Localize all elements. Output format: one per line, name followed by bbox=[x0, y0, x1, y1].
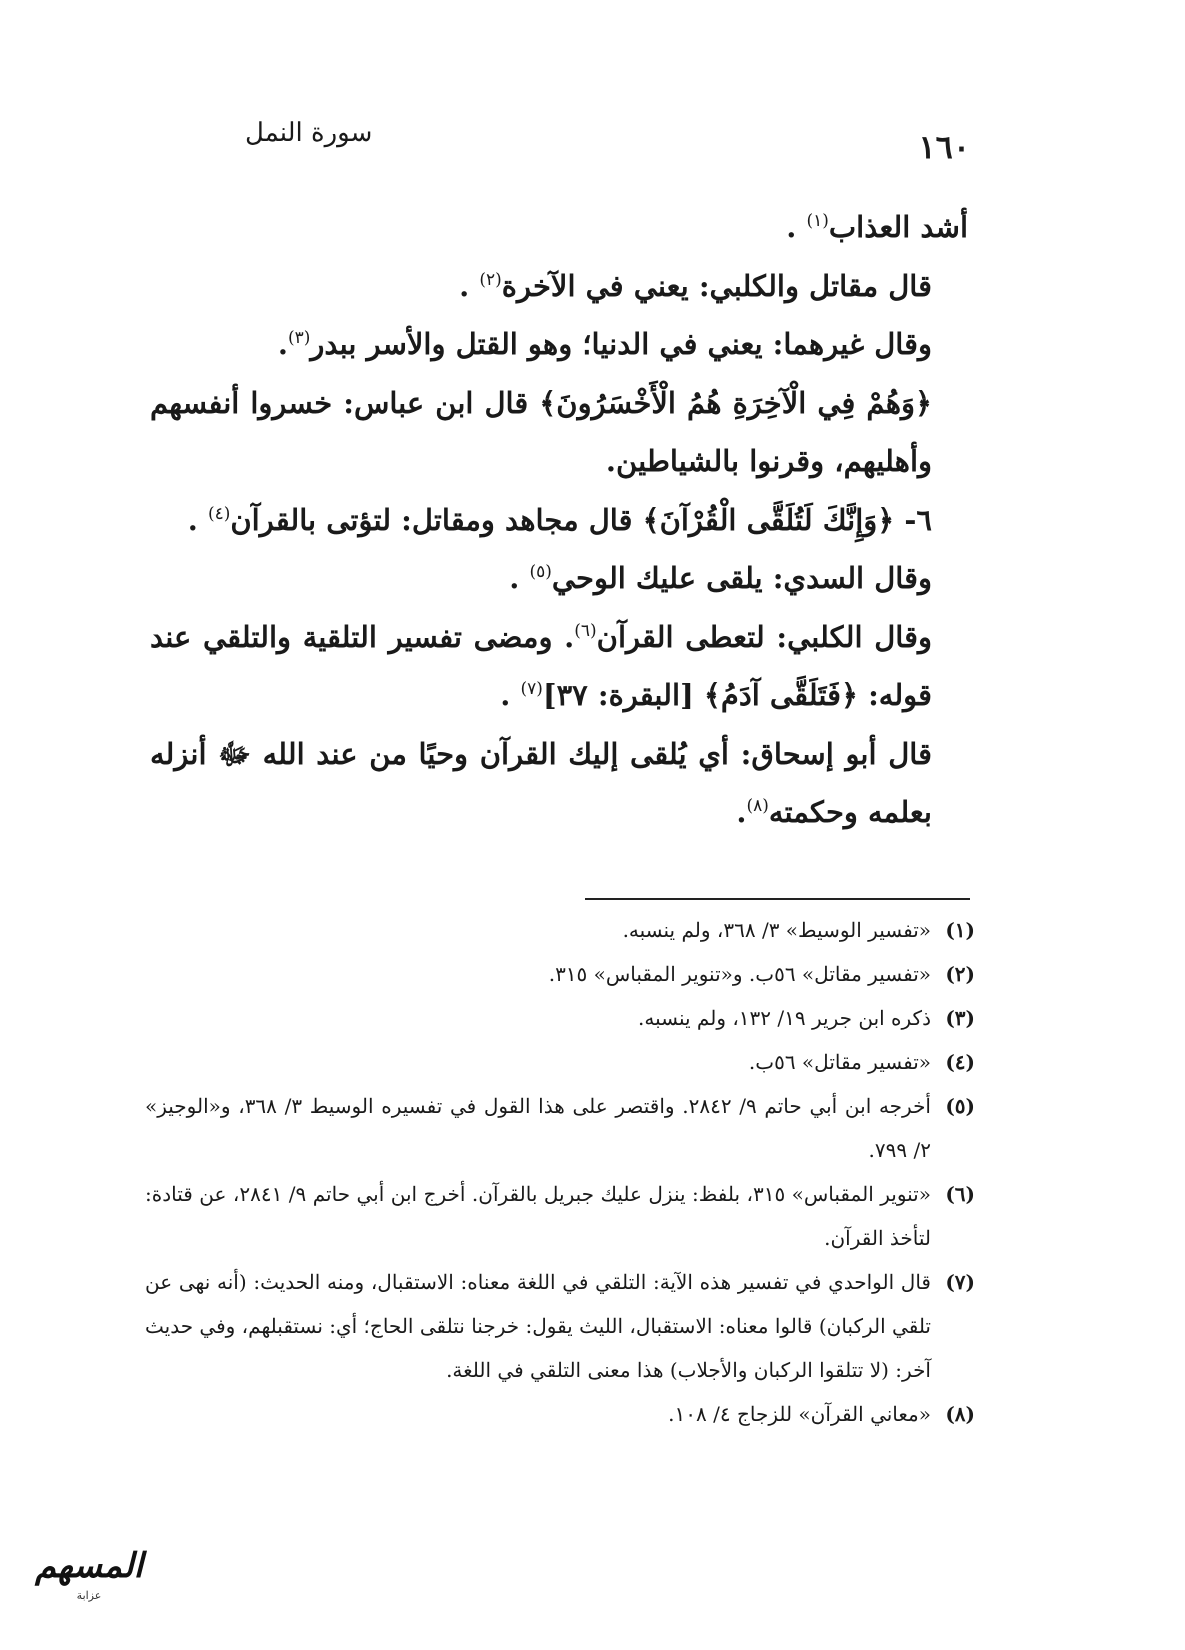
footnote-ref: (٥) bbox=[529, 562, 552, 582]
publisher-logo bbox=[14, 1545, 164, 1615]
logo-calligraphy: المسهم bbox=[34, 1546, 144, 1586]
footnote-number: (٧) bbox=[945, 1270, 975, 1294]
footnote-number: (٢) bbox=[945, 962, 975, 986]
footnote bbox=[145, 1040, 975, 1084]
paragraph-abu-ishaq: قال أبو إسحاق: أي يُلقى إليك القرآن وحيًا من عند الله ﷻ أنزله بعلمه وحكمته$^{(٨)}$. bbox=[150, 736, 932, 829]
footnote bbox=[145, 996, 975, 1040]
quran-verse: ﴿وَإِنَّكَ لَتُلَقَّى الْقُرْآنَ﴾ bbox=[642, 502, 895, 537]
page-number: ١٦٠ bbox=[918, 128, 970, 166]
text-line-2: قال مقاتل والكلبي: يعني في الآخرة$^{(٢)}$ . bbox=[459, 268, 932, 303]
quran-verse: ﴿وَهُمْ فِي الْآخِرَةِ هُمُ الْأَخْسَرُونَ﴾ bbox=[539, 385, 932, 420]
footnote bbox=[145, 1172, 975, 1260]
footnote bbox=[145, 1260, 975, 1392]
footnote-number: (١) bbox=[945, 918, 975, 942]
footnote-text: «معاني القرآن» للزجاج ٤/ ١٠٨. bbox=[668, 1402, 931, 1426]
footnote-divider bbox=[585, 898, 970, 900]
footnote-ref: (٢) bbox=[479, 269, 502, 290]
footnote bbox=[145, 1084, 975, 1172]
text-line-1: أشد العذاب$^{(١)}$ . bbox=[786, 210, 968, 244]
main-text bbox=[150, 198, 968, 842]
footnote bbox=[145, 952, 975, 996]
verse-number: ٦- bbox=[894, 502, 932, 537]
footnote-text: «تفسير الوسيط» ٣/ ٣٦٨، ولم ينسبه. bbox=[622, 918, 931, 942]
footnote-ref: (٨) bbox=[746, 796, 769, 816]
footnote bbox=[145, 1392, 975, 1436]
footnote-text: ذكره ابن جرير ١٩/ ١٣٢، ولم ينسبه. bbox=[638, 1006, 931, 1030]
footnote-number: (٤) bbox=[945, 1050, 975, 1074]
surah-reference: [البقرة: ٣٧] bbox=[542, 678, 704, 712]
surah-title: سورة النمل bbox=[245, 118, 373, 148]
footnote-ref: (٣) bbox=[288, 328, 311, 348]
footnote-ref: (٤) bbox=[207, 503, 231, 524]
footnote-ref: (٧) bbox=[520, 679, 543, 699]
footnote bbox=[145, 908, 975, 952]
paragraph-quran-1: ﴿وَهُمْ فِي الْآخِرَةِ هُمُ الْأَخْسَرُونَ﴾ قال ابن عباس: خسروا أنفسهم وأهليهم، وقرنوا بالشياطين. bbox=[150, 385, 932, 478]
footnote-text: «تفسير مقاتل» ٥٦ب. bbox=[748, 1050, 931, 1074]
footnote-text: أخرجه ابن أبي حاتم ٩/ ٢٨٤٢. واقتصر على هذا القول في تفسيره الوسيط ٣/ ٣٦٨، و«الوجيز» ٢/ ٧٩٩. bbox=[145, 1094, 931, 1162]
text-line-6: وقال السدي: يلقى عليك الوحي$^{(٥)}$ . bbox=[509, 561, 932, 595]
footnotes bbox=[145, 908, 975, 1436]
logo-subtext: عزابة bbox=[76, 1589, 102, 1602]
paragraph-kalbi: وقال الكلبي: لتعطى القرآن$^{(٦)}$. ومضى تفسير التلقية والتلقي عند قوله: ﴿فَتَلَقَّى آدَمُ﴾ [البقرة: ٣٧]$^{(٧)}$ . bbox=[150, 619, 932, 712]
footnote-number: (٣) bbox=[945, 1006, 975, 1030]
footnote-number: (٥) bbox=[945, 1094, 975, 1118]
footnote-ref: (٦) bbox=[574, 620, 597, 641]
footnote-ref: (١) bbox=[806, 211, 829, 231]
footnote-number: (٦) bbox=[945, 1182, 975, 1206]
footnote-number: (٨) bbox=[945, 1402, 975, 1426]
footnote-text: قال الواحدي في تفسير هذه الآية: التلقي في اللغة معناه: الاستقبال، ومنه الحديث: (أنه نهى عن تلقي الركبان) قالوا معناه: الاستقبال، الليث يقول: خرجنا نتلقى الحاج؛ أي: نستقبلهم، وفي حديث آخر: (لا تتلقوا الركبان والأجلاب) هذا معنى التلقي في اللغة. bbox=[145, 1270, 932, 1382]
footnote-text: «تنوير المقباس» ٣١٥، بلفظ: ينزل عليك جبريل بالقرآن. أخرج ابن أبي حاتم ٩/ ٢٨٤١، عن قتادة: لتأخذ القرآن. bbox=[145, 1182, 931, 1250]
quran-verse: ﴿فَتَلَقَّى آدَمُ﴾ bbox=[703, 678, 858, 712]
footnote-text: «تفسير مقاتل» ٥٦ب. و«تنوير المقباس» ٣١٥. bbox=[548, 962, 931, 986]
text-line-3: وقال غيرهما: يعني في الدنيا؛ وهو القتل والأسر ببدر$^{(٣)}$. bbox=[277, 327, 932, 361]
page-header bbox=[170, 118, 970, 168]
paragraph-verse-6: ٦- ﴿وَإِنَّكَ لَتُلَقَّى الْقُرْآنَ﴾ قال مجاهد ومقاتل: لتؤتى بالقرآن$^{(٤)}$ . bbox=[187, 502, 932, 537]
